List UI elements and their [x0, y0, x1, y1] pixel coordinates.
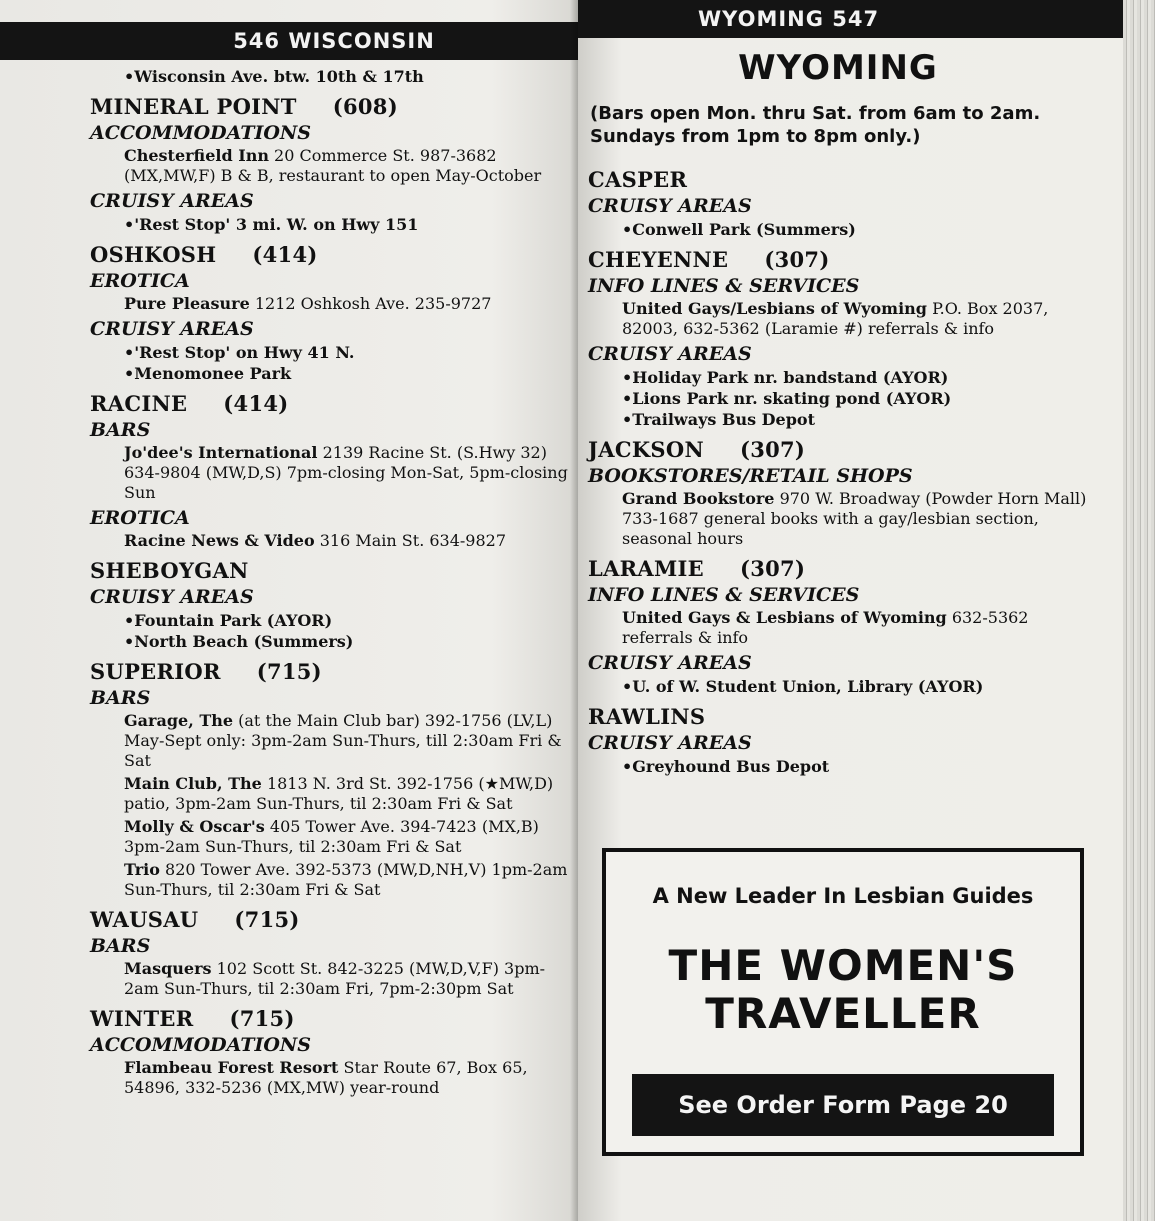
listing-name: United Gays & Lesbians of Wyoming [622, 608, 947, 627]
listing-name: Main Club, The [124, 774, 262, 793]
listing-bullet: • Greyhound Bus Depot [622, 756, 1088, 777]
city-heading [588, 436, 1088, 464]
listing-entry [622, 608, 1088, 648]
ad-order-banner: See Order Form Page 20 [632, 1074, 1054, 1136]
listing-details: Star Route 67, Box 65, 54896, 332-5236 (MX,MW) year-round [124, 1058, 528, 1097]
city-heading [588, 555, 1088, 583]
category-heading: INFO LINES & SERVICES [588, 275, 860, 297]
city-name: LARAMIE [588, 556, 704, 581]
listing-name: Masquers [124, 959, 212, 978]
right-page-header: WYOMING 547 [578, 0, 1123, 38]
city-name: WAUSAU [90, 907, 199, 932]
city-name: CHEYENNE [588, 247, 729, 272]
category-heading: CRUISY AREAS [588, 652, 752, 674]
listing-name: Pure Pleasure [124, 294, 250, 313]
listing-details: P.O. Box 2037, 82003, 632-5362 (Laramie #) referrals & info [622, 299, 1049, 338]
listing-name: United Gays/Lesbians of Wyoming [622, 299, 927, 318]
listing-details: 405 Tower Ave. 394-7423 (MX,B) 3pm-2am Sun-Thurs, til 2:30am Fri & Sat [124, 817, 539, 856]
listing-details: (at the Main Club bar) 392-1756 (LV,L) May-Sept only: 3pm-2am Sun-Thurs, till 2:30am Fri & Sat [124, 711, 562, 770]
listing-entry [124, 711, 570, 771]
listing-entry [622, 489, 1088, 549]
left-page-header: 546 WISCONSIN [0, 22, 578, 60]
area-code: (307) [764, 247, 830, 272]
area-code: (608) [332, 94, 398, 119]
listing-bullet: • Conwell Park (Summers) [622, 219, 1088, 240]
category-heading: CRUISY AREAS [588, 343, 752, 365]
left-page-listings [90, 66, 570, 1101]
right-page-listings [588, 40, 1088, 777]
city-name: MINERAL POINT [90, 94, 297, 119]
category-heading: INFO LINES & SERVICES [588, 584, 860, 606]
city-name: CASPER [588, 167, 688, 192]
bar-hours-notice: (Bars open Mon. thru Sat. from 6am to 2am. Sundays from 1pm to 8pm only.) [590, 103, 1041, 147]
city-heading [90, 906, 570, 934]
area-code: (414) [223, 391, 289, 416]
state-title: WYOMING [738, 48, 938, 88]
listing-bullet: • Fountain Park (AYOR) [124, 610, 570, 631]
city-heading [90, 658, 570, 686]
intro-bullet: • Wisconsin Ave. btw. 10th & 17th [124, 66, 570, 87]
listing-details: 632-5362 referrals & info [622, 608, 1029, 647]
listing-name: Racine News & Video [124, 531, 315, 550]
category-heading: CRUISY AREAS [90, 190, 254, 212]
city-name: SHEBOYGAN [90, 558, 249, 583]
listing-details: 20 Commerce St. 987-3682 (MX,MW,F) B & B, restaurant to open May-October [124, 146, 542, 185]
city-name: RACINE [90, 391, 188, 416]
listing-bullet: • Menomonee Park [124, 363, 570, 384]
ad-title-line2: TRAVELLER [705, 989, 981, 1038]
city-name: SUPERIOR [90, 659, 221, 684]
city-name: JACKSON [588, 437, 704, 462]
listing-entry [124, 146, 570, 186]
ad-tagline: A New Leader In Lesbian Guides [652, 884, 1034, 908]
listing-entry [124, 959, 570, 999]
category-heading: CRUISY AREAS [588, 732, 752, 754]
listing-name: Molly & Oscar's [124, 817, 265, 836]
listing-name: Garage, The [124, 711, 234, 730]
page-edges [1123, 0, 1155, 1221]
listing-entry [124, 817, 570, 857]
listing-entry [124, 531, 570, 551]
right-page [578, 0, 1123, 1221]
city-heading [90, 1005, 570, 1033]
ad-title-line1: THE WOMEN'S [668, 941, 1018, 990]
city-name: RAWLINS [588, 704, 706, 729]
listing-bullet: • 'Rest Stop' 3 mi. W. on Hwy 151 [124, 214, 570, 235]
category-heading: CRUISY AREAS [90, 318, 254, 340]
listing-entry [124, 860, 570, 900]
city-name: OSHKOSH [90, 242, 217, 267]
category-heading: CRUISY AREAS [588, 195, 752, 217]
city-heading [588, 703, 1088, 731]
listing-name: Jo'dee's International [124, 443, 318, 462]
category-heading: EROTICA [90, 507, 190, 529]
category-heading: BOOKSTORES/RETAIL SHOPS [588, 465, 913, 487]
listing-bullet: • North Beach (Summers) [124, 631, 570, 652]
area-code: (715) [234, 907, 300, 932]
city-heading [588, 246, 1088, 274]
listing-bullet: • 'Rest Stop' on Hwy 41 N. [124, 342, 570, 363]
city-heading [90, 241, 570, 269]
listing-name: Chesterfield Inn [124, 146, 269, 165]
city-heading [90, 390, 570, 418]
womens-traveller-ad [602, 848, 1084, 1156]
listing-name: Flambeau Forest Resort [124, 1058, 339, 1077]
category-heading: BARS [90, 419, 151, 441]
city-heading [90, 93, 570, 121]
listing-entry [124, 294, 570, 314]
listing-bullet: • Lions Park nr. skating pond (AYOR) [622, 388, 1088, 409]
listing-details: 970 W. Broadway (Powder Horn Mall) 733-1687 general books with a gay/lesbian section, seasonal hours [622, 489, 1087, 548]
listing-entry [124, 774, 570, 814]
listing-name: Grand Bookstore [622, 489, 775, 508]
area-code: (715) [256, 659, 322, 684]
listing-name: Trio [124, 860, 160, 879]
listing-details: 2139 Racine St. (S.Hwy 32) 634-9804 (MW,D,S) 7pm-closing Mon-Sat, 5pm-closing Sun [124, 443, 568, 502]
category-heading: ACCOMMODATIONS [90, 122, 311, 144]
listing-entry [622, 299, 1088, 339]
category-heading: CRUISY AREAS [90, 586, 254, 608]
listing-details: 1212 Oshkosh Ave. 235-9727 [249, 294, 492, 313]
listing-details: 820 Tower Ave. 392-5373 (MW,D,NH,V) 1pm-2am Sun-Thurs, til 2:30am Fri & Sat [124, 860, 568, 899]
listing-bullet: • Holiday Park nr. bandstand (AYOR) [622, 367, 1088, 388]
listing-entry [124, 443, 570, 503]
listing-details: 102 Scott St. 842-3225 (MW,D,V,F) 3pm-2am Sun-Thurs, til 2:30am Fri, 7pm-2:30pm Sat [124, 959, 546, 998]
category-heading: ACCOMMODATIONS [90, 1034, 311, 1056]
city-heading [588, 166, 1088, 194]
city-heading [90, 557, 570, 585]
category-heading: BARS [90, 687, 151, 709]
listing-entry [124, 1058, 570, 1098]
listing-details: 316 Main St. 634-9827 [314, 531, 507, 550]
area-code: (414) [252, 242, 318, 267]
category-heading: BARS [90, 935, 151, 957]
area-code: (307) [739, 556, 806, 581]
category-heading: EROTICA [90, 270, 190, 292]
listing-bullet: • Trailways Bus Depot [622, 409, 1088, 430]
city-name: WINTER [90, 1006, 194, 1031]
listing-details: 1813 N. 3rd St. 392-1756 (★MW,D) patio, 3pm-2am Sun-Thurs, til 2:30am Fri & Sat [124, 774, 554, 813]
area-code: (715) [229, 1006, 295, 1031]
listing-bullet: • U. of W. Student Union, Library (AYOR) [622, 676, 1088, 697]
area-code: (307) [739, 437, 806, 462]
